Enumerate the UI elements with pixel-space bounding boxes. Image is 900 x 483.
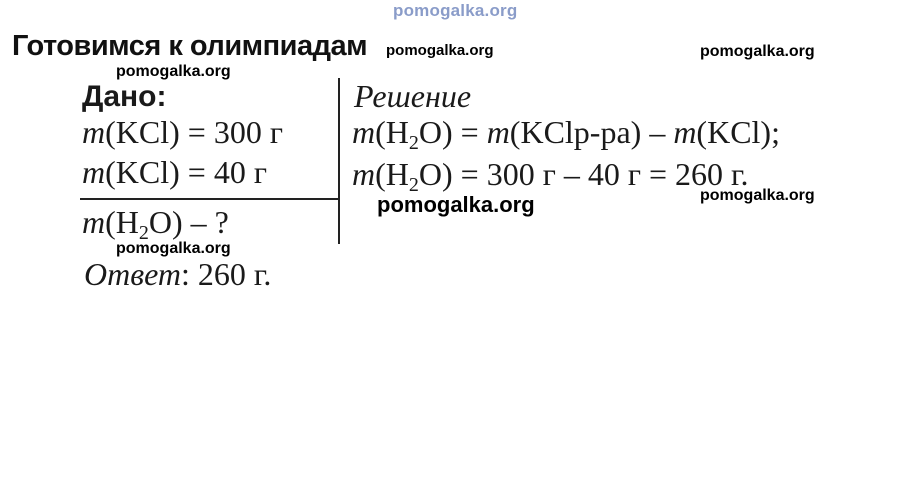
watermark-below-find: pomogalka.org xyxy=(116,240,231,257)
answer-value: : 260 г. xyxy=(181,256,272,292)
watermark-top: pomogalka.org xyxy=(393,1,518,20)
mass-symbol: m xyxy=(82,204,106,240)
mass-symbol: m xyxy=(82,154,106,190)
answer-label: Ответ xyxy=(84,256,181,292)
given-divider xyxy=(80,198,338,200)
find-mass-water xyxy=(82,204,229,244)
watermark-center: pomogalka.org xyxy=(377,192,535,217)
given-solution-divider xyxy=(338,78,340,244)
solution-calculation xyxy=(352,156,749,196)
solution-title: Решение xyxy=(354,78,472,114)
given-title: Дано: xyxy=(82,80,167,113)
mass-symbol: m xyxy=(673,114,697,150)
given-mass-salt xyxy=(82,154,267,191)
watermark-after-heading: pomogalka.org xyxy=(386,42,494,59)
watermark-top-right: pomogalka.org xyxy=(700,43,815,60)
formula-pre1: (H xyxy=(375,114,409,150)
mass-symbol: m xyxy=(486,114,510,150)
answer-line xyxy=(84,256,271,293)
given-mass-solution-expr: (KCl) = 300 г xyxy=(105,114,283,150)
mass-symbol: m xyxy=(82,114,106,150)
solution-formula xyxy=(352,114,780,154)
calc-pre1: (H xyxy=(375,156,409,192)
mass-symbol: m xyxy=(352,114,376,150)
watermark-above-given: pomogalka.org xyxy=(116,63,231,80)
formula-post1: O) = xyxy=(418,114,487,150)
calc-post1: O) = 300 г – 40 г = 260 г. xyxy=(418,156,749,192)
given-mass-solution xyxy=(82,114,283,151)
page-heading: Готовимся к олимпиадам xyxy=(12,30,368,62)
formula-end: (KCl); xyxy=(696,114,780,150)
find-subscript: 2 xyxy=(138,222,149,244)
calc-sub1: 2 xyxy=(408,174,419,196)
find-post: O) – ? xyxy=(148,204,229,240)
formula-sub1: 2 xyxy=(408,132,419,154)
find-pre: (H xyxy=(105,204,139,240)
formula-mid: (KClр-ра) – xyxy=(509,114,674,150)
mass-symbol: m xyxy=(352,156,376,192)
given-mass-salt-expr: (KCl) = 40 г xyxy=(105,154,267,190)
watermark-mid-right: pomogalka.org xyxy=(700,187,815,204)
